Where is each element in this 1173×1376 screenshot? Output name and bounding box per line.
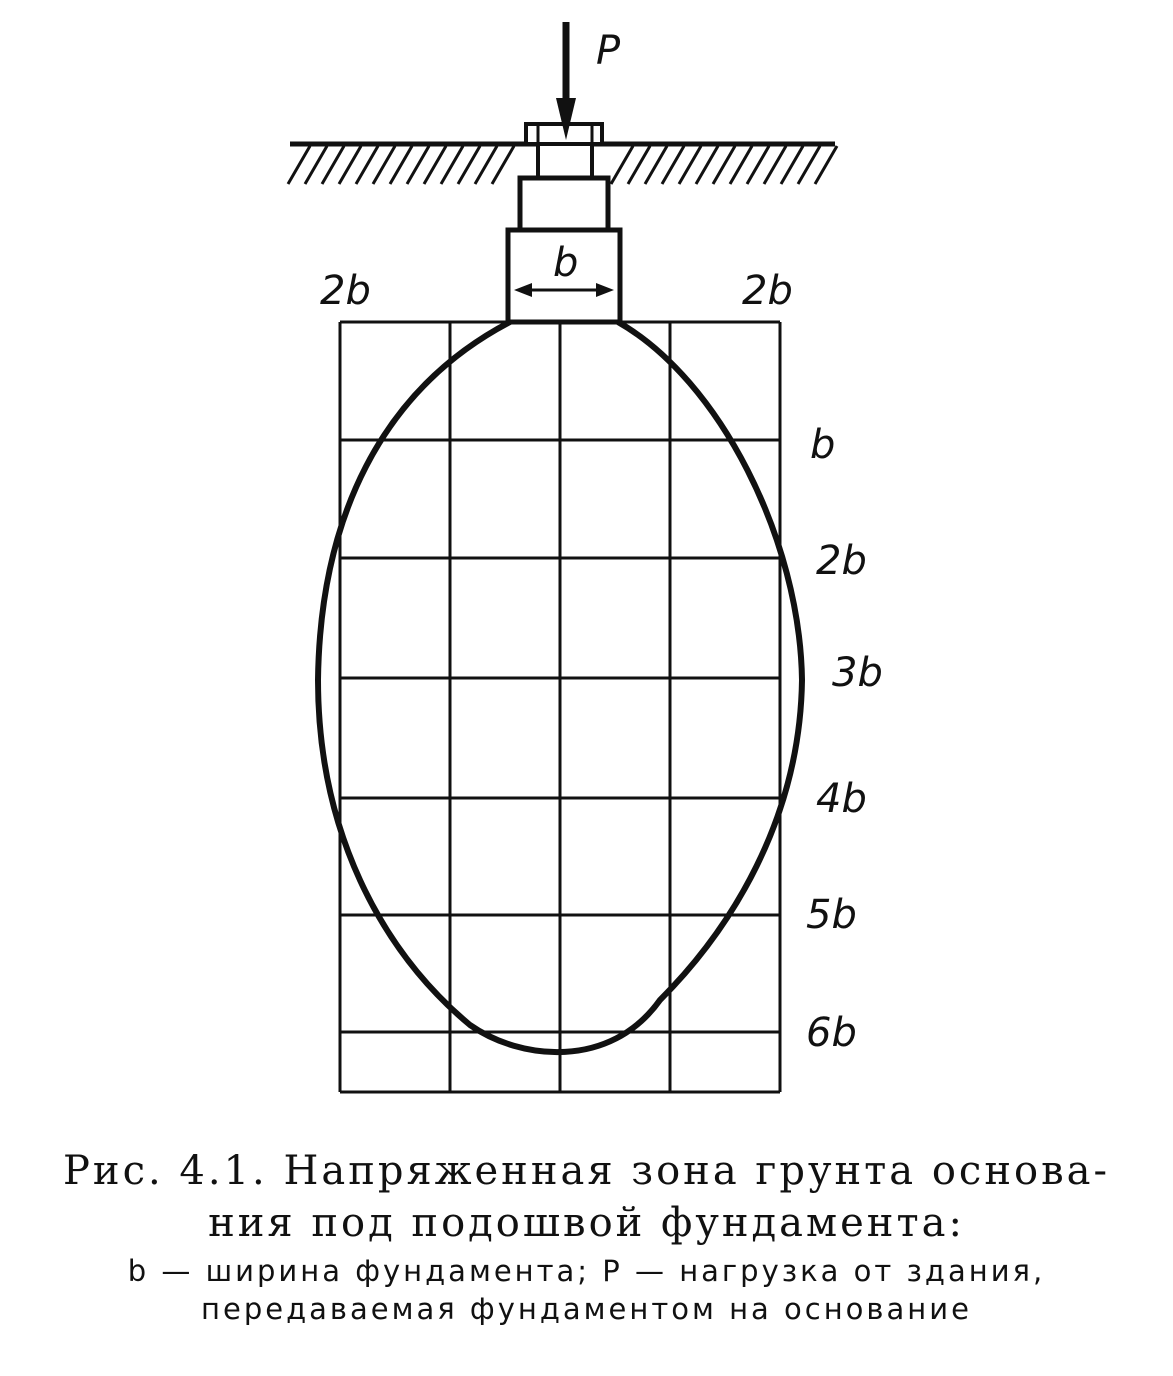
load-label: P: [596, 28, 621, 74]
caption-line-3: b — ширина фундамента; P — нагрузка от здания,: [127, 1254, 1046, 1288]
depth-grid: [340, 322, 780, 1092]
depth-label-5b: 5b: [806, 892, 857, 938]
right-top-label: 2b: [742, 268, 793, 314]
caption-line-1: Рис. 4.1. Напряженная зона грунта основа-: [63, 1148, 1110, 1194]
depth-label-6b: 6b: [806, 1010, 857, 1056]
foundation-column: [538, 144, 592, 178]
depth-label-4b: 4b: [816, 776, 867, 822]
left-top-label: 2b: [320, 268, 371, 314]
depth-label-3b: 3b: [832, 650, 883, 696]
depth-label-2b: 2b: [816, 538, 867, 584]
caption-line-4: передаваемая фундаментом на основание: [201, 1292, 972, 1326]
foundation-upper-step: [520, 178, 608, 230]
width-label: b: [553, 240, 579, 286]
caption-line-2: ния под подошвой фундамента:: [208, 1200, 965, 1246]
depth-label-b: b: [810, 422, 836, 468]
